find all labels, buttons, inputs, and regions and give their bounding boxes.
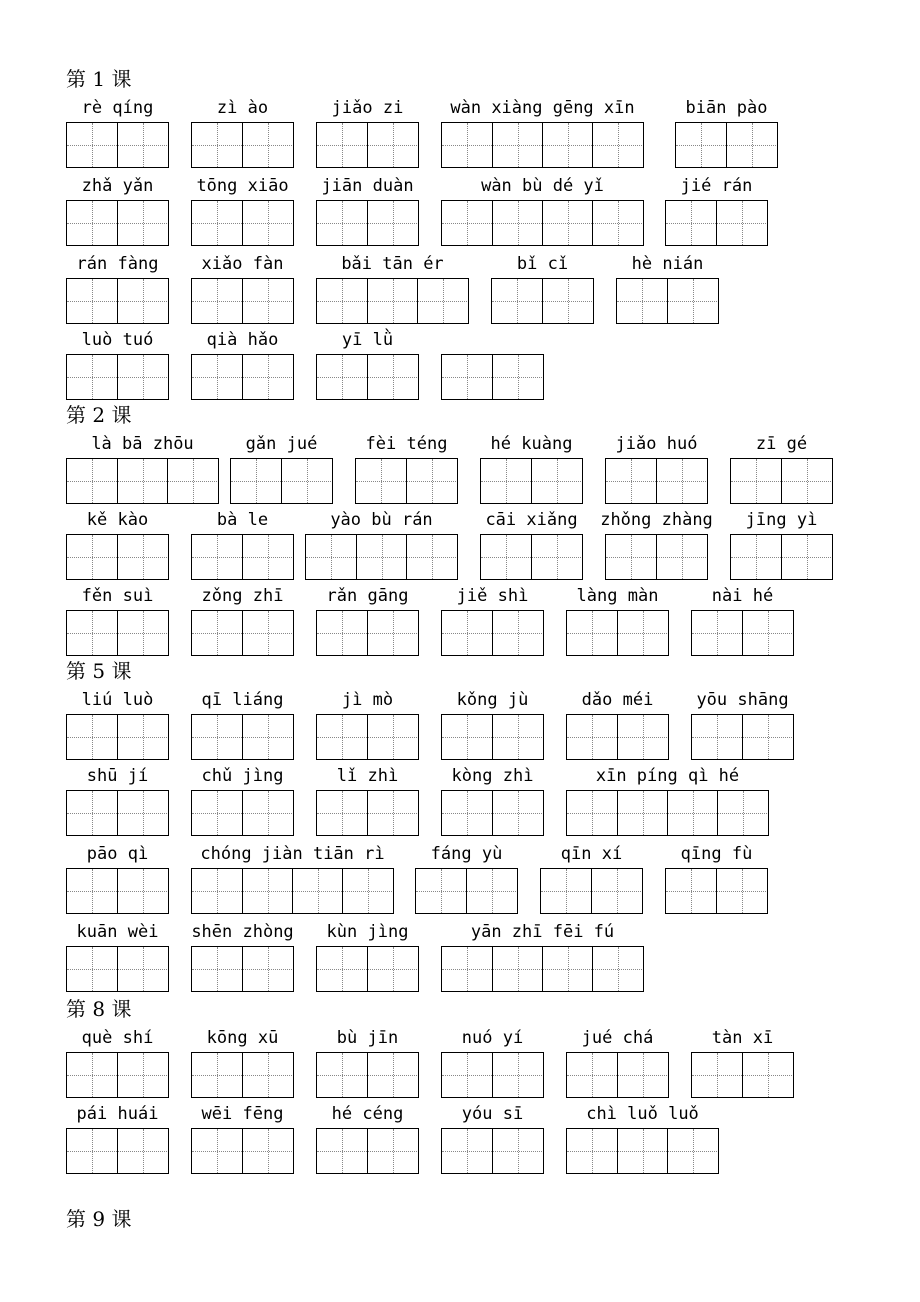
character-cell[interactable] — [306, 535, 356, 579]
writing-grid[interactable] — [441, 714, 544, 760]
character-cell[interactable] — [117, 1129, 167, 1173]
writing-grid[interactable] — [230, 458, 333, 504]
character-cell[interactable] — [406, 459, 456, 503]
character-cell[interactable] — [67, 869, 117, 913]
character-cell[interactable] — [567, 1053, 617, 1097]
pinyin-label: zhǒng zhàng — [600, 510, 713, 530]
pinyin-label: shēn zhòng — [191, 922, 294, 942]
writing-grid[interactable] — [66, 790, 169, 836]
character-cell[interactable] — [242, 535, 292, 579]
writing-grid[interactable] — [191, 200, 294, 246]
writing-grid[interactable] — [316, 200, 419, 246]
pinyin-label: chì luǒ luǒ — [586, 1104, 699, 1124]
pinyin-label: jié rán — [680, 176, 753, 196]
pinyin-label: là bā zhōu — [91, 434, 194, 454]
character-cell[interactable] — [192, 535, 242, 579]
pinyin-label: biān pào — [685, 98, 768, 118]
character-cell[interactable] — [67, 947, 117, 991]
character-cell[interactable] — [317, 355, 367, 399]
character-cell[interactable] — [242, 123, 292, 167]
writing-grid[interactable] — [66, 122, 169, 168]
character-cell[interactable] — [192, 123, 242, 167]
character-cell[interactable] — [367, 279, 417, 323]
character-cell[interactable] — [192, 947, 242, 991]
character-cell[interactable] — [117, 355, 167, 399]
character-cell[interactable] — [676, 123, 726, 167]
character-cell[interactable] — [367, 791, 417, 835]
writing-grid[interactable] — [566, 610, 669, 656]
character-cell[interactable] — [781, 535, 831, 579]
character-cell[interactable] — [442, 715, 492, 759]
character-cell[interactable] — [742, 1053, 792, 1097]
character-cell[interactable] — [242, 1053, 292, 1097]
character-cell[interactable] — [692, 611, 742, 655]
character-cell[interactable] — [567, 1129, 617, 1173]
character-cell[interactable] — [192, 1053, 242, 1097]
character-cell[interactable] — [442, 1129, 492, 1173]
character-cell[interactable] — [617, 715, 667, 759]
character-cell[interactable] — [67, 355, 117, 399]
character-cell[interactable] — [592, 123, 642, 167]
character-cell[interactable] — [117, 791, 167, 835]
character-cell[interactable] — [656, 459, 706, 503]
character-cell[interactable] — [442, 611, 492, 655]
writing-grid[interactable] — [316, 790, 419, 836]
character-cell[interactable] — [317, 1129, 367, 1173]
character-cell[interactable] — [67, 123, 117, 167]
pinyin-label: jīng yì — [745, 510, 818, 530]
character-cell[interactable] — [67, 459, 117, 503]
writing-grid[interactable] — [691, 1052, 794, 1098]
pinyin-label: làng màn — [576, 586, 659, 606]
character-cell[interactable] — [67, 535, 117, 579]
writing-grid[interactable] — [316, 354, 419, 400]
writing-grid[interactable] — [66, 868, 169, 914]
writing-grid[interactable] — [665, 200, 768, 246]
writing-grid[interactable] — [191, 278, 294, 324]
character-cell[interactable] — [317, 947, 367, 991]
pinyin-label: kùn jìng — [326, 922, 409, 942]
writing-grid[interactable] — [191, 868, 394, 914]
character-cell[interactable] — [592, 947, 642, 991]
pinyin-label: bà le — [216, 510, 269, 530]
character-cell[interactable] — [356, 459, 406, 503]
pinyin-label: cāi xiǎng — [485, 510, 578, 530]
writing-grid[interactable] — [66, 200, 169, 246]
character-cell[interactable] — [317, 715, 367, 759]
character-cell[interactable] — [531, 459, 581, 503]
character-cell[interactable] — [242, 1129, 292, 1173]
writing-grid[interactable] — [316, 714, 419, 760]
pinyin-label: gǎn jué — [245, 434, 318, 454]
lesson-title: 第 5 课 — [66, 659, 132, 683]
writing-grid[interactable] — [305, 534, 458, 580]
character-cell[interactable] — [666, 869, 716, 913]
character-cell[interactable] — [492, 611, 542, 655]
character-cell[interactable] — [367, 201, 417, 245]
writing-grid[interactable] — [66, 1052, 169, 1098]
writing-grid[interactable] — [66, 714, 169, 760]
writing-grid[interactable] — [191, 714, 294, 760]
pinyin-label: yóu sī — [461, 1104, 524, 1124]
character-cell[interactable] — [242, 791, 292, 835]
character-cell[interactable] — [192, 611, 242, 655]
character-cell[interactable] — [367, 1129, 417, 1173]
character-cell[interactable] — [117, 611, 167, 655]
character-cell[interactable] — [716, 201, 766, 245]
character-cell[interactable] — [481, 535, 531, 579]
pinyin-label: pái huái — [76, 1104, 159, 1124]
character-cell[interactable] — [281, 459, 331, 503]
pinyin-label: jué chá — [581, 1028, 654, 1048]
writing-grid[interactable] — [566, 1128, 719, 1174]
character-cell[interactable] — [442, 791, 492, 835]
writing-grid[interactable] — [355, 458, 458, 504]
character-cell[interactable] — [192, 279, 242, 323]
pinyin-label: jiǎo huó — [615, 434, 698, 454]
character-cell[interactable] — [567, 791, 617, 835]
character-cell[interactable] — [567, 715, 617, 759]
character-cell[interactable] — [481, 459, 531, 503]
character-cell[interactable] — [617, 791, 667, 835]
character-cell[interactable] — [442, 201, 492, 245]
writing-grid[interactable] — [566, 1052, 669, 1098]
character-cell[interactable] — [67, 279, 117, 323]
character-cell[interactable] — [242, 869, 292, 913]
character-cell[interactable] — [192, 869, 242, 913]
character-cell[interactable] — [67, 1053, 117, 1097]
pinyin-label: yī lǜ — [341, 330, 394, 350]
character-cell[interactable] — [117, 279, 167, 323]
character-cell[interactable] — [117, 947, 167, 991]
writing-grid[interactable] — [616, 278, 719, 324]
character-cell[interactable] — [717, 791, 767, 835]
character-cell[interactable] — [492, 791, 542, 835]
pinyin-label: fèi téng — [365, 434, 448, 454]
writing-grid[interactable] — [66, 354, 169, 400]
character-cell[interactable] — [192, 715, 242, 759]
pinyin-label: qià hǎo — [206, 330, 279, 350]
writing-grid[interactable] — [316, 610, 419, 656]
character-cell[interactable] — [492, 201, 542, 245]
character-cell[interactable] — [67, 1129, 117, 1173]
character-cell[interactable] — [367, 947, 417, 991]
pinyin-label: pāo qì — [86, 844, 149, 864]
character-cell[interactable] — [667, 1129, 717, 1173]
writing-grid[interactable] — [191, 790, 294, 836]
character-cell[interactable] — [317, 123, 367, 167]
writing-grid[interactable] — [66, 278, 169, 324]
pinyin-label: kōng xū — [206, 1028, 279, 1048]
pinyin-label: liú luò — [81, 690, 154, 710]
writing-grid[interactable] — [66, 946, 169, 992]
pinyin-label: jiě shì — [456, 586, 529, 606]
pinyin-label: rè qíng — [81, 98, 154, 118]
character-cell[interactable] — [492, 355, 542, 399]
writing-grid[interactable] — [730, 534, 833, 580]
writing-grid[interactable] — [316, 1128, 419, 1174]
pinyin-label: kě kào — [86, 510, 149, 530]
pinyin-label: yān zhī fēi fú — [470, 922, 615, 942]
pinyin-label: què shí — [81, 1028, 154, 1048]
writing-grid[interactable] — [480, 534, 583, 580]
writing-grid[interactable] — [316, 278, 469, 324]
pinyin-label: hé céng — [331, 1104, 404, 1124]
character-cell[interactable] — [242, 715, 292, 759]
character-cell[interactable] — [591, 869, 641, 913]
character-cell[interactable] — [667, 791, 717, 835]
character-cell[interactable] — [781, 459, 831, 503]
pinyin-label: luò tuó — [81, 330, 154, 350]
pinyin-label: qī liáng — [201, 690, 284, 710]
character-cell[interactable] — [67, 791, 117, 835]
character-cell[interactable] — [117, 715, 167, 759]
pinyin-label: zì ào — [216, 98, 269, 118]
pinyin-label: bǎi tān ér — [341, 254, 444, 274]
character-cell[interactable] — [356, 535, 406, 579]
writing-grid[interactable] — [191, 1128, 294, 1174]
writing-grid[interactable] — [191, 946, 294, 992]
writing-grid[interactable] — [540, 868, 643, 914]
character-cell[interactable] — [117, 1053, 167, 1097]
character-cell[interactable] — [192, 355, 242, 399]
lesson-title: 第 8 课 — [66, 997, 132, 1021]
writing-grid[interactable] — [441, 1128, 544, 1174]
character-cell[interactable] — [317, 201, 367, 245]
pinyin-label: jiǎo zi — [331, 98, 404, 118]
pinyin-label: lǐ zhì — [336, 766, 399, 786]
character-cell[interactable] — [606, 535, 656, 579]
pinyin-label: qīng fù — [680, 844, 753, 864]
character-cell[interactable] — [242, 947, 292, 991]
writing-grid[interactable] — [675, 122, 778, 168]
character-cell[interactable] — [317, 611, 367, 655]
pinyin-label: yào bù rán — [330, 510, 433, 530]
writing-grid[interactable] — [441, 946, 644, 992]
pinyin-label: wēi fēng — [201, 1104, 284, 1124]
character-cell[interactable] — [731, 459, 781, 503]
character-cell[interactable] — [117, 123, 167, 167]
character-cell[interactable] — [742, 611, 792, 655]
pinyin-label: nài hé — [711, 586, 774, 606]
pinyin-label: xīn píng qì hé — [595, 766, 740, 786]
character-cell[interactable] — [442, 355, 492, 399]
pinyin-label: chóng jiàn tiān rì — [200, 844, 385, 864]
writing-grid[interactable] — [691, 610, 794, 656]
pinyin-label: yōu shāng — [696, 690, 789, 710]
writing-grid[interactable] — [441, 200, 644, 246]
pinyin-label: kǒng jù — [456, 690, 529, 710]
character-cell[interactable] — [466, 869, 516, 913]
pinyin-label: hè nián — [631, 254, 704, 274]
pinyin-label: dǎo méi — [581, 690, 654, 710]
writing-grid[interactable] — [66, 1128, 169, 1174]
character-cell[interactable] — [617, 611, 667, 655]
pinyin-label: jì mò — [341, 690, 394, 710]
writing-grid[interactable] — [316, 122, 419, 168]
lesson-title: 第 9 课 — [66, 1207, 132, 1231]
character-cell[interactable] — [317, 791, 367, 835]
character-cell[interactable] — [667, 279, 717, 323]
character-cell[interactable] — [67, 715, 117, 759]
character-cell[interactable] — [492, 1129, 542, 1173]
character-cell[interactable] — [542, 201, 592, 245]
character-cell[interactable] — [367, 355, 417, 399]
writing-grid[interactable] — [605, 458, 708, 504]
character-cell[interactable] — [731, 535, 781, 579]
writing-grid[interactable] — [191, 534, 294, 580]
character-cell[interactable] — [192, 791, 242, 835]
writing-grid[interactable] — [566, 714, 669, 760]
character-cell[interactable] — [492, 715, 542, 759]
character-cell[interactable] — [592, 201, 642, 245]
writing-grid[interactable] — [441, 1052, 544, 1098]
pinyin-label: bǐ cǐ — [516, 254, 569, 274]
character-cell[interactable] — [692, 1053, 742, 1097]
character-cell[interactable] — [317, 1053, 367, 1097]
writing-grid[interactable] — [441, 122, 644, 168]
character-cell[interactable] — [192, 201, 242, 245]
writing-grid[interactable] — [491, 278, 594, 324]
character-cell[interactable] — [406, 535, 456, 579]
character-cell[interactable] — [117, 201, 167, 245]
character-cell[interactable] — [492, 123, 542, 167]
character-cell[interactable] — [442, 1053, 492, 1097]
character-cell[interactable] — [67, 611, 117, 655]
writing-grid[interactable] — [191, 354, 294, 400]
pinyin-label: zǒng zhī — [201, 586, 284, 606]
character-cell[interactable] — [242, 201, 292, 245]
character-cell[interactable] — [117, 535, 167, 579]
character-cell[interactable] — [367, 715, 417, 759]
writing-grid[interactable] — [730, 458, 833, 504]
character-cell[interactable] — [167, 459, 217, 503]
character-cell[interactable] — [716, 869, 766, 913]
character-cell[interactable] — [531, 535, 581, 579]
character-cell[interactable] — [231, 459, 281, 503]
pinyin-label: kòng zhì — [451, 766, 534, 786]
pinyin-label: wàn xiàng gēng xīn — [450, 98, 635, 118]
writing-grid[interactable] — [191, 610, 294, 656]
character-cell[interactable] — [367, 1053, 417, 1097]
writing-grid[interactable] — [316, 946, 419, 992]
pinyin-label: wàn bù dé yǐ — [481, 176, 604, 196]
character-cell[interactable] — [617, 279, 667, 323]
pinyin-label: fěn suì — [81, 586, 154, 606]
character-cell[interactable] — [726, 123, 776, 167]
pinyin-label: shū jí — [86, 766, 149, 786]
pinyin-label: zhǎ yǎn — [81, 176, 154, 196]
writing-grid[interactable] — [691, 714, 794, 760]
pinyin-label: hé kuàng — [490, 434, 573, 454]
character-cell[interactable] — [617, 1129, 667, 1173]
pinyin-label: qīn xí — [560, 844, 623, 864]
character-cell[interactable] — [67, 201, 117, 245]
character-cell[interactable] — [692, 715, 742, 759]
character-cell[interactable] — [567, 611, 617, 655]
character-cell[interactable] — [242, 355, 292, 399]
writing-grid[interactable] — [316, 1052, 419, 1098]
character-cell[interactable] — [292, 869, 342, 913]
writing-grid[interactable] — [66, 458, 219, 504]
pinyin-label: xiǎo fàn — [201, 254, 284, 274]
pinyin-label: rǎn gāng — [326, 586, 409, 606]
character-cell[interactable] — [117, 459, 167, 503]
writing-grid[interactable] — [66, 610, 169, 656]
character-cell[interactable] — [367, 611, 417, 655]
character-cell[interactable] — [342, 869, 392, 913]
pinyin-label: nuó yí — [461, 1028, 524, 1048]
writing-grid[interactable] — [191, 122, 294, 168]
character-cell[interactable] — [367, 123, 417, 167]
writing-grid[interactable] — [415, 868, 518, 914]
character-cell[interactable] — [617, 1053, 667, 1097]
writing-grid[interactable] — [191, 1052, 294, 1098]
writing-grid[interactable] — [480, 458, 583, 504]
character-cell[interactable] — [492, 1053, 542, 1097]
character-cell[interactable] — [542, 947, 592, 991]
pinyin-label: chǔ jìng — [201, 766, 284, 786]
pinyin-label: tàn xī — [711, 1028, 774, 1048]
character-cell[interactable] — [742, 715, 792, 759]
character-cell[interactable] — [317, 279, 367, 323]
character-cell[interactable] — [606, 459, 656, 503]
writing-grid[interactable] — [66, 534, 169, 580]
character-cell[interactable] — [117, 869, 167, 913]
pinyin-label: jiān duàn — [321, 176, 414, 196]
character-cell[interactable] — [492, 279, 542, 323]
pinyin-label: bù jīn — [336, 1028, 399, 1048]
character-cell[interactable] — [492, 947, 542, 991]
character-cell[interactable] — [242, 611, 292, 655]
character-cell[interactable] — [417, 279, 467, 323]
pinyin-label: rán fàng — [76, 254, 159, 274]
writing-grid[interactable] — [441, 610, 544, 656]
writing-grid[interactable] — [665, 868, 768, 914]
character-cell[interactable] — [541, 869, 591, 913]
character-cell[interactable] — [542, 279, 592, 323]
pinyin-label: tōng xiāo — [196, 176, 289, 196]
character-cell[interactable] — [442, 947, 492, 991]
writing-grid[interactable] — [566, 790, 769, 836]
pinyin-label: kuān wèi — [76, 922, 159, 942]
writing-grid[interactable] — [605, 534, 708, 580]
character-cell[interactable] — [242, 279, 292, 323]
pinyin-label: fáng yù — [430, 844, 503, 864]
character-cell[interactable] — [192, 1129, 242, 1173]
writing-grid[interactable] — [441, 354, 544, 400]
character-cell[interactable] — [656, 535, 706, 579]
character-cell[interactable] — [666, 201, 716, 245]
lesson-title: 第 2 课 — [66, 403, 132, 427]
pinyin-label: zī gé — [755, 434, 808, 454]
character-cell[interactable] — [416, 869, 466, 913]
writing-grid[interactable] — [441, 790, 544, 836]
lesson-title: 第 1 课 — [66, 67, 132, 91]
character-cell[interactable] — [542, 123, 592, 167]
character-cell[interactable] — [442, 123, 492, 167]
